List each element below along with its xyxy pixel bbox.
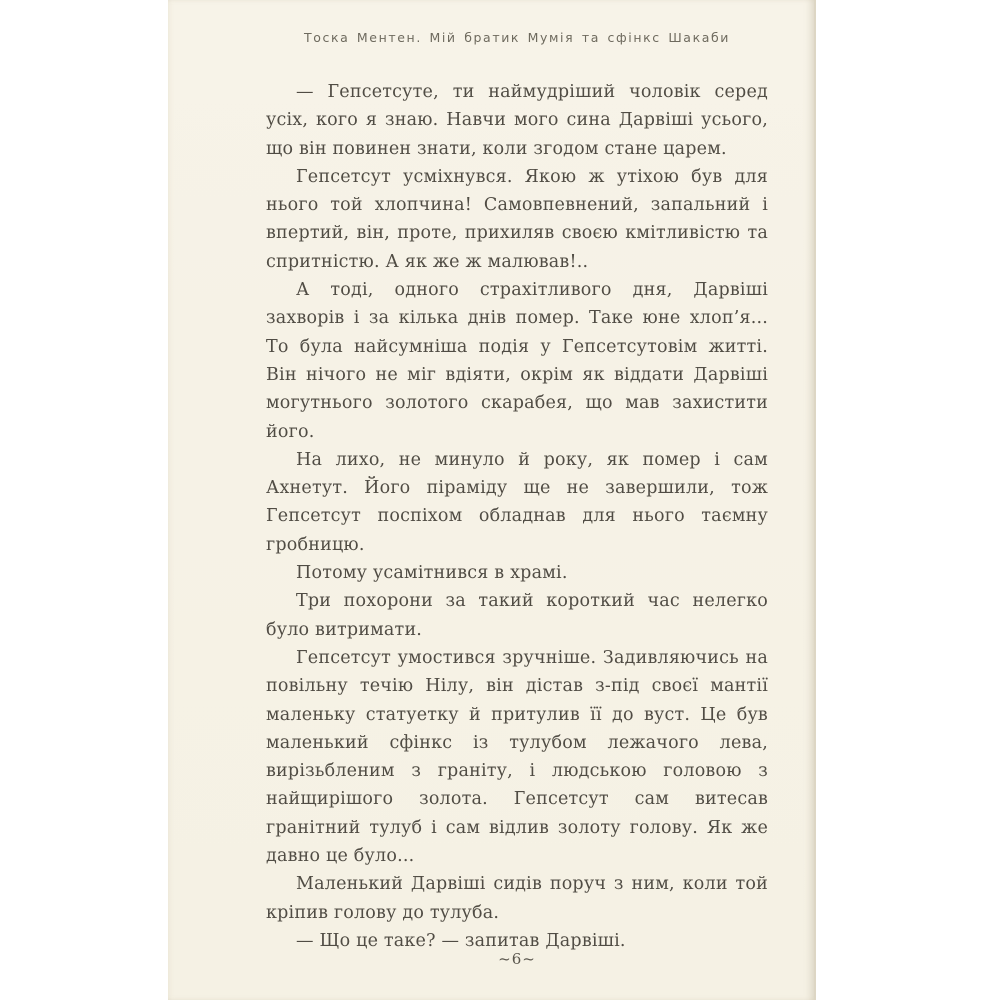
paragraph: Маленький Дарвіші сидів поруч з ним, коли той кріпив голову до тулуба. — [266, 874, 768, 923]
book-page — [168, 0, 816, 1000]
paragraph: Потому усамітнився в храмі. — [296, 563, 568, 584]
paragraph: Три похорони за такий короткий час нелегко було витримати. — [266, 591, 768, 640]
paragraph: Гепсетсут усміхнувся. Якою ж утіхою був для нього той хлопчина! Самовпевнений, запальний і впертий, він, проте, прихиляв своєю кмітливістю та спритністю. А як же ж малював!.. — [266, 166, 768, 272]
paragraph: На лихо, не минуло й року, як помер і сам Ахнетут. Його піраміду ще не завершили, тож Гепсетсут поспіхом обладнав для нього таємну гробницю. — [266, 449, 768, 555]
paragraph-dialogue: — Що це таке? — запитав Дарвіші. — [296, 930, 626, 951]
paragraph: Гепсетсут умостився зручніше. Задивляючись на повільну течію Нілу, він дістав з-під своєї мантії маленьку статуетку й притулив її до вуст. Це був маленький сфінкс із тулубом лежачого лева, вирізьбленим з граніту, і людською головою з найщирішого золота. Гепсетсут сам витесав гранітний тулуб і сам відлив золоту голову. Як же давно це було... — [266, 647, 768, 867]
paragraph-dialogue: — Гепсетсуте, ти наймудріший чоловік серед усіх, кого я знаю. Навчи мого сина Дарвіші усього, що він повинен знати, коли згодом стане царем. — [266, 82, 768, 159]
body-text — [266, 78, 768, 955]
running-header: Тоска Ментен. Мій братик Мумія та сфінкс Шакаби — [303, 30, 731, 45]
paragraph: А тоді, одного страхітливого дня, Дарвіші захворів і за кілька днів помер. Таке юне хлоп’я... То була найсумніша подія у Гепсетсутовім житті. Він нічого не міг вдіяти, окрім як віддати Дарвіші могутнього золотого скарабея, що мав захистити його. — [266, 280, 768, 442]
page-number: ~6~ — [498, 950, 536, 968]
